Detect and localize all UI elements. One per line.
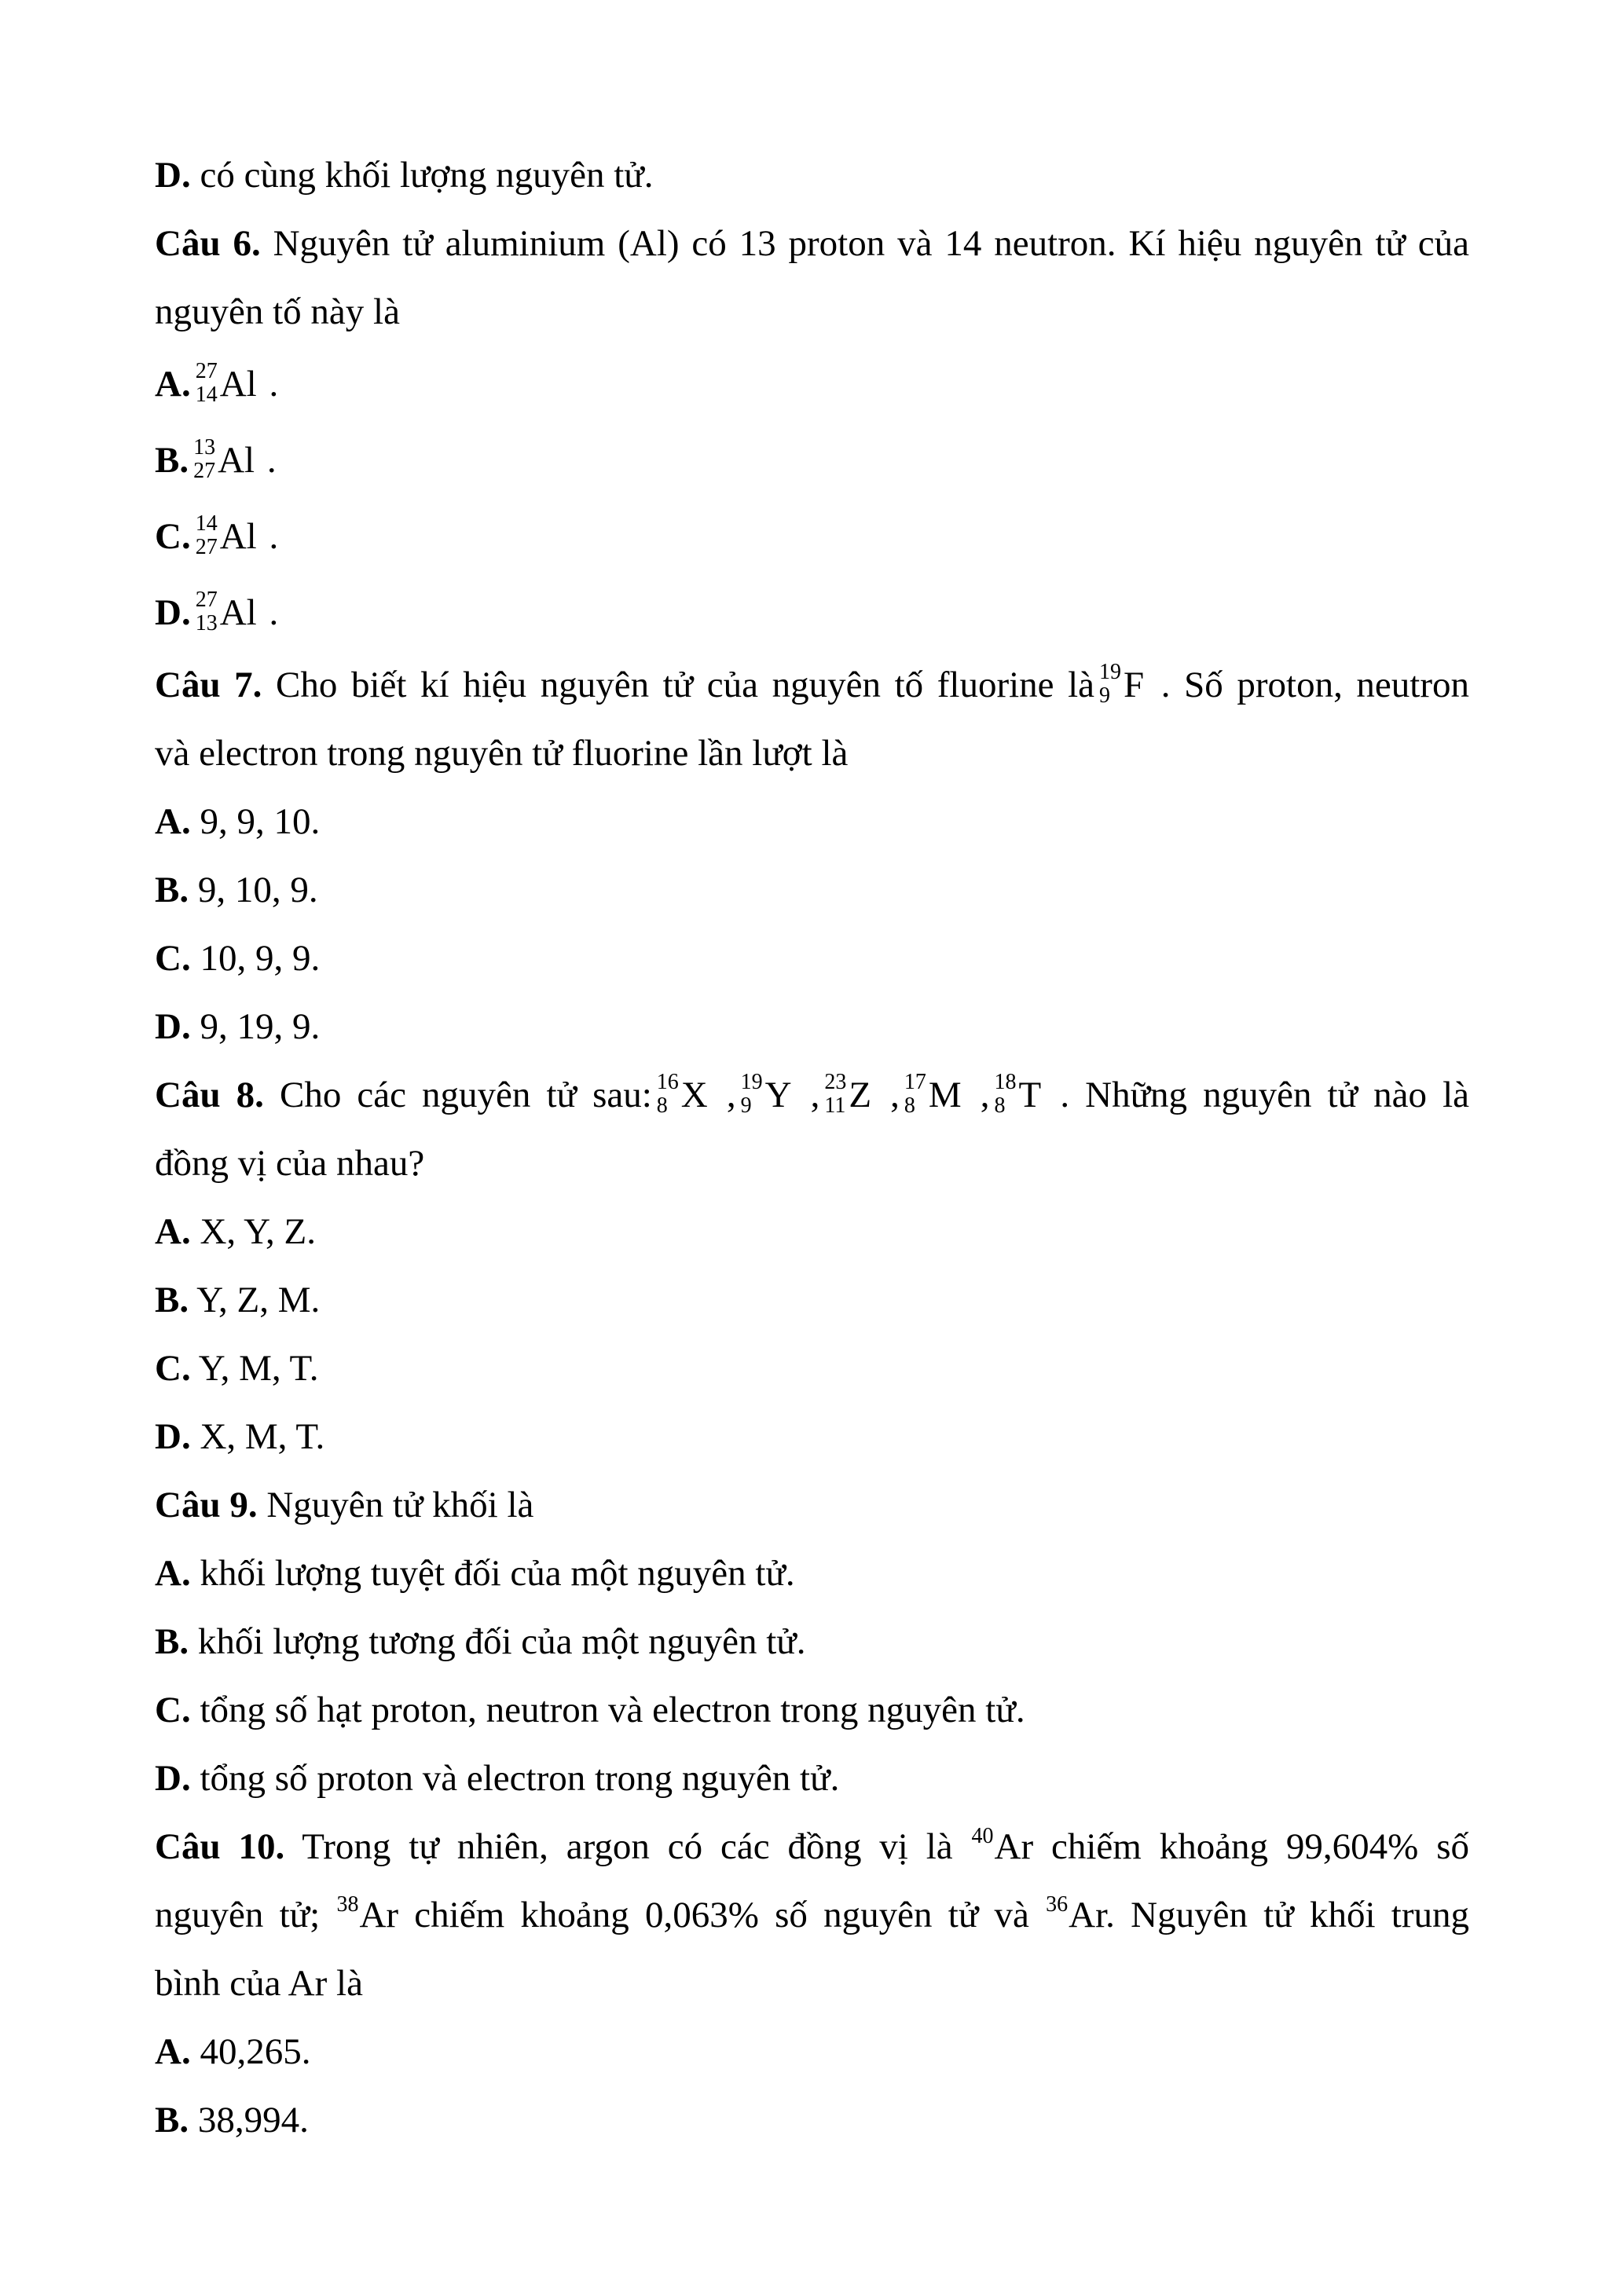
line-q6-option-d [155, 575, 1469, 651]
bold-label: Câu 9. [155, 1485, 258, 1525]
text-run: X, M, T. [190, 1416, 325, 1457]
line-q9-line1 [155, 1471, 1469, 1540]
text-run: 10, 9, 9. [190, 938, 321, 979]
isotope-number-stack [904, 1071, 926, 1118]
line-q6-option-c [155, 499, 1469, 575]
bold-label: Câu 7. [155, 665, 262, 705]
superscript-mass-number: 40 [971, 1824, 994, 1848]
text-run: . [259, 592, 279, 633]
isotope-notation [195, 359, 257, 408]
text-run: 9, 10, 9. [189, 870, 318, 910]
bold-label: D. [155, 1006, 191, 1047]
text-run: tổng số proton và electron trong nguyên tử. [190, 1758, 840, 1799]
superscript-mass-number: 38 [336, 1892, 359, 1917]
bold-label: D. [155, 592, 191, 633]
bold-label: Câu 10. [155, 1826, 285, 1867]
line-q8-line2 [155, 1130, 1469, 1198]
line-q9-option-c [155, 1676, 1469, 1745]
bold-label: D. [155, 1416, 191, 1457]
isotope-number-stack [196, 360, 218, 407]
line-q6-line1 [155, 210, 1469, 278]
line-q10-option-a [155, 2018, 1469, 2086]
element-symbol: Al [219, 516, 257, 557]
line-q10-line2 [155, 1881, 1469, 1950]
text-run: . [259, 364, 279, 405]
element-symbol: Y [764, 1075, 792, 1115]
isotope-number-stack [824, 1071, 846, 1118]
line-q8-line1 [155, 1061, 1469, 1130]
bold-label: B. [155, 2100, 189, 2140]
element-symbol: M [928, 1075, 962, 1115]
bold-label: C. [155, 1690, 191, 1730]
isotope-number-stack [196, 512, 218, 559]
text-run: 40,265. [190, 2031, 311, 2072]
element-symbol: F [1124, 665, 1145, 705]
bold-label: B. [155, 1280, 189, 1320]
line-q9-option-d [155, 1745, 1469, 1813]
mass-number: 16 [656, 1070, 679, 1095]
isotope-number-stack [657, 1071, 679, 1118]
isotope-notation [740, 1070, 792, 1119]
isotope-notation [824, 1070, 872, 1119]
atomic-number: 8 [994, 1093, 1006, 1119]
bold-label: A. [155, 364, 191, 405]
line-q7-line2 [155, 720, 1469, 788]
atomic-number: 8 [656, 1093, 668, 1119]
text-run: , [710, 1075, 736, 1115]
text-run: Ar chiếm khoảng 0,063% số nguyên tử và [359, 1895, 1046, 1935]
line-q6-option-b [155, 423, 1469, 499]
bold-label: C. [155, 516, 191, 557]
text-run: nguyên tử; [155, 1895, 336, 1935]
line-q7-option-a [155, 788, 1469, 856]
isotope-number-stack [1099, 661, 1121, 708]
atomic-number: 9 [1099, 683, 1111, 709]
text-run: Cho các nguyên tử sau: [263, 1075, 652, 1115]
bold-label: Câu 6. [155, 223, 261, 264]
line-q7-line1 [155, 651, 1469, 720]
isotope-notation [195, 588, 257, 636]
bold-label: B. [155, 1621, 189, 1662]
line-q8-option-d [155, 1403, 1469, 1471]
atomic-number: 13 [195, 611, 218, 636]
isotope-notation [994, 1070, 1042, 1119]
text-run: nguyên tố này là [155, 291, 400, 332]
text-run: . [258, 440, 277, 481]
isotope-notation [195, 511, 257, 560]
mass-number: 14 [195, 511, 218, 536]
text-run: và electron trong nguyên tử fluorine lần lượt là [155, 733, 849, 774]
text-run: Ar. Nguyên tử khối trung [1069, 1895, 1469, 1935]
text-run: . Những nguyên tử nào là [1044, 1075, 1470, 1115]
mass-number: 18 [994, 1070, 1017, 1095]
text-run: 38,994. [189, 2100, 309, 2140]
line-q7-option-b [155, 856, 1469, 925]
isotope-notation [656, 1070, 708, 1119]
bold-label: A. [155, 1211, 191, 1252]
isotope-number-stack [741, 1071, 763, 1118]
element-symbol: T [1018, 1075, 1042, 1115]
mass-number: 19 [1099, 660, 1122, 685]
text-run: bình của Ar là [155, 1963, 363, 2004]
bold-label: A. [155, 1553, 191, 1594]
text-run: 9, 19, 9. [190, 1006, 321, 1047]
element-symbol: Al [218, 440, 255, 481]
element-symbol: Al [219, 592, 257, 633]
bold-label: A. [155, 2031, 191, 2072]
isotope-notation [193, 435, 255, 484]
mass-number: 27 [195, 359, 218, 384]
text-run: , [874, 1075, 900, 1115]
bold-label: C. [155, 938, 191, 979]
text-run: tổng số hạt proton, neutron và electron trong nguyên tử. [190, 1690, 1025, 1730]
mass-number: 19 [740, 1070, 763, 1095]
bold-label: Câu 8. [155, 1075, 264, 1115]
bold-label: A. [155, 801, 191, 842]
mass-number: 23 [824, 1070, 847, 1095]
text-run: , [964, 1075, 990, 1115]
text-run: đồng vị của nhau? [155, 1143, 425, 1184]
mass-number: 17 [904, 1070, 926, 1095]
bold-label: B. [155, 870, 189, 910]
bold-label: D. [155, 1758, 191, 1799]
atomic-number: 14 [195, 383, 218, 408]
line-q6-option-a [155, 346, 1469, 423]
text-run: Ar chiếm khoảng 99,604% số [994, 1826, 1469, 1867]
isotope-notation [904, 1070, 962, 1119]
line-q10-option-b [155, 2086, 1469, 2155]
text-run: Y, M, T. [190, 1348, 319, 1389]
text-run: Cho biết kí hiệu nguyên tử của nguyên tố fluorine là [262, 665, 1095, 705]
bold-label: B. [155, 440, 189, 481]
isotope-number-stack [196, 588, 218, 635]
superscript-mass-number: 36 [1046, 1892, 1069, 1917]
line-q9-option-a [155, 1540, 1469, 1608]
atomic-number: 9 [740, 1093, 752, 1119]
text-run: Trong tự nhiên, argon có các đồng vị là [284, 1826, 971, 1867]
document-content [155, 141, 1469, 2155]
text-run: . Số proton, neutron [1147, 665, 1469, 705]
bold-label: D. [155, 155, 191, 196]
text-run: khối lượng tuyệt đối của một nguyên tử. [190, 1553, 795, 1594]
text-run: khối lượng tương đối của một nguyên tử. [189, 1621, 806, 1662]
element-symbol: Z [849, 1075, 872, 1115]
bold-label: C. [155, 1348, 191, 1389]
line-q9-option-b [155, 1608, 1469, 1676]
line-q10-line3 [155, 1950, 1469, 2018]
element-symbol: X [680, 1075, 708, 1115]
isotope-number-stack [995, 1071, 1017, 1118]
atomic-number: 27 [193, 459, 216, 484]
atomic-number: 8 [904, 1093, 915, 1119]
element-symbol: Al [219, 364, 257, 405]
atomic-number: 27 [195, 535, 218, 560]
text-run: có cùng khối lượng nguyên tử. [190, 155, 654, 196]
text-run: Nguyên tử khối là [257, 1485, 534, 1525]
line-q7-option-d [155, 993, 1469, 1061]
atomic-number: 11 [824, 1093, 846, 1119]
mass-number: 13 [193, 435, 216, 460]
line-q8-option-a [155, 1198, 1469, 1266]
isotope-notation [1099, 660, 1145, 709]
line-q5-option-d [155, 141, 1469, 210]
line-q8-option-c [155, 1335, 1469, 1403]
line-q8-option-b [155, 1266, 1469, 1335]
text-run: 9, 9, 10. [190, 801, 321, 842]
text-run: . [259, 516, 279, 557]
line-q7-option-c [155, 925, 1469, 993]
mass-number: 27 [195, 588, 218, 613]
text-run: X, Y, Z. [190, 1211, 316, 1252]
line-q6-line2 [155, 278, 1469, 346]
text-run: Nguyên tử aluminium (Al) có 13 proton và 14 neutron. Kí hiệu nguyên tử của [260, 223, 1469, 264]
text-run: Y, Z, M. [189, 1280, 321, 1320]
line-q10-line1 [155, 1813, 1469, 1881]
text-run: , [794, 1075, 820, 1115]
isotope-number-stack [193, 436, 215, 483]
